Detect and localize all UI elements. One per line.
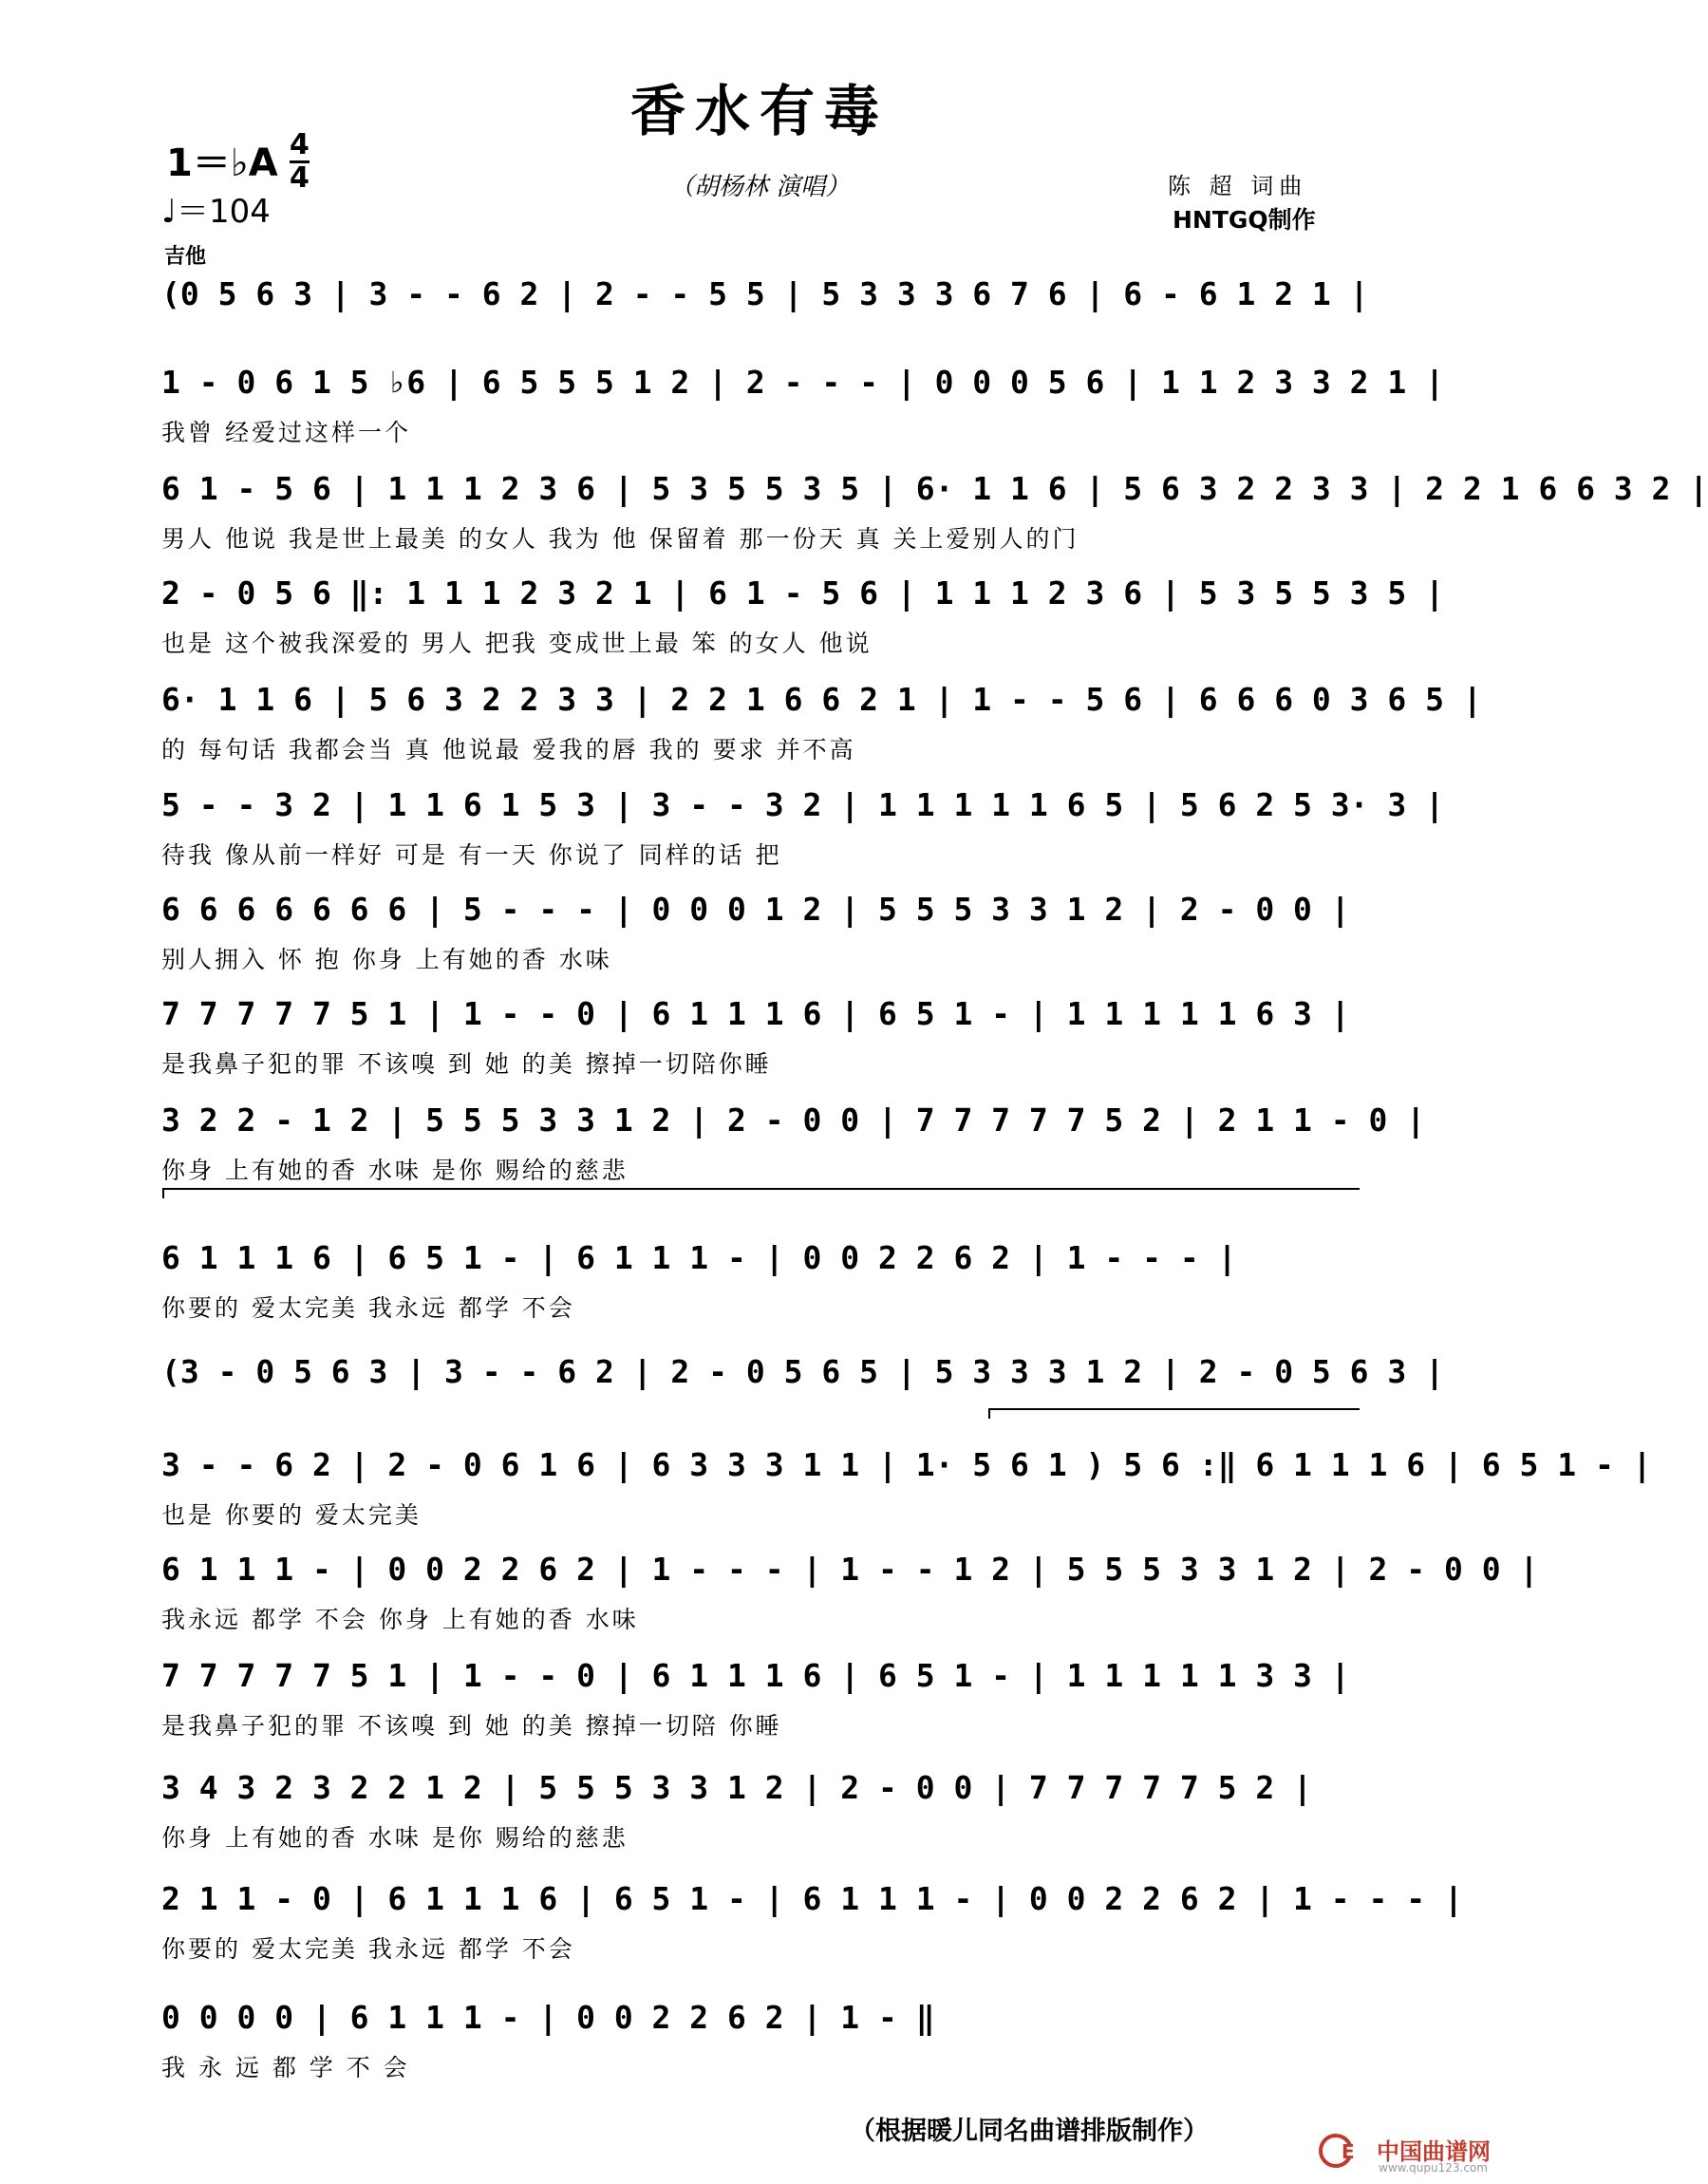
lyric-row: 男人 他说 我是世上最美 的女人 我为 他 保留着 那一份天 真 关上爱别人的门 [161,525,1079,553]
notation-row: 3 2 2 - 1 2 | 5 5 5 3 3 1 2 | 2 - 0 0 | 7 7 7 7 7 5 2 | 2 1 1 - 0 | [161,1101,1426,1139]
notation-row: (0 5 6 3 | 3 - - 6 2 | 2 - - 5 5 | 5 3 3 3 6 7 6 | 6 - 6 1 2 1 | [161,275,1369,312]
score-title: 香水有毒 [629,79,889,143]
notation-row: 7 7 7 7 7 5 1 | 1 - - 0 | 6 1 1 1 6 | 6 5 1 - | 1 1 1 1 1 6 3 | [161,995,1350,1032]
lyric-row: 你身 上有她的香 水味 是你 赐给的慈悲 [161,1824,629,1852]
arranger-credit: HNTGQ制作 [1173,206,1316,234]
notation-row: 7 7 7 7 7 5 1 | 1 - - 0 | 6 1 1 1 6 | 6 5 1 - | 1 1 1 1 1 3 3 | [161,1657,1350,1694]
time-signature-bottom: 4 [290,161,310,195]
lyric-row: 你身 上有她的香 水味 是你 赐给的慈悲 [161,1157,629,1184]
lyric-row [161,326,1362,364]
singer-credit: （胡杨林 演唱） [668,173,851,201]
notation-row: 3 - - 6 2 | 2 - 0 6 1 6 | 6 3 3 3 1 1 | 1· 5 6 1 ) 5 6 :‖ 6 1 1 1 6 | 6 5 1 - | [161,1446,1652,1483]
notation-row: (3 - 0 5 6 3 | 3 - - 6 2 | 2 - 0 5 6 5 | 5 3 3 3 1 2 | 2 - 0 5 6 3 | [161,1353,1445,1390]
lyric-row: 待我 像从前一样好 可是 有一天 你说了 同样的话 把 [161,841,782,869]
lyric-row: 的 每句话 我都会当 真 他说最 爱我的唇 我的 要求 并不高 [161,736,856,763]
tempo-marking: ♩＝104 [161,193,271,231]
lyric-row: 我 永 远 都 学 不 会 [161,2054,410,2081]
lyric-row: 也是 这个被我深爱的 男人 把我 变成世上最 笨 的女人 他说 [161,630,873,657]
lyric-row: 别人拥入 怀 抱 你身 上有她的香 水味 [161,946,612,973]
notation-row: 5 - - 3 2 | 1 1 6 1 5 3 | 3 - - 3 2 | 1 1 1 1 1 6 5 | 5 6 2 5 3· 3 | [161,786,1445,823]
volta-bracket-2 [987,1407,1362,1419]
lyric-row: 我永远 都学 不会 你身 上有她的香 水味 [161,1606,639,1633]
composer-credit: 陈 超 词曲 [1168,173,1308,199]
watermark-text: 中国曲谱网 [1377,2138,1491,2165]
lyric-row: 是我鼻子犯的罪 不该嗅 到 她 的美 擦掉一切陪 你睡 [161,1712,782,1740]
lyric-row: 也是 你要的 爱太完美 [161,1501,422,1529]
notation-row: 3 4 3 2 3 2 2 1 2 | 5 5 5 3 3 1 2 | 2 - 0 0 | 7 7 7 7 7 5 2 | [161,1769,1312,1806]
instrument-label: 吉他 [164,245,207,269]
notation-row: 1 - 0 6 1 5 ♭6 | 6 5 5 5 1 2 | 2 - - - | 0 0 0 5 6 | 1 1 2 3 3 2 1 | [161,364,1445,401]
notation-row: 0 0 0 0 | 6 1 1 1 - | 0 0 2 2 6 2 | 1 - ‖ [161,1999,935,2036]
lyric-row: 是我鼻子犯的罪 不该嗅 到 她 的美 擦掉一切陪你睡 [161,1050,772,1078]
lyric-row: 你要的 爱太完美 我永远 都学 不会 [161,1935,575,1963]
svg-text:E: E [1342,2140,1355,2163]
notation-row: 6 6 6 6 6 6 6 | 5 - - - | 0 0 0 1 2 | 5 5 5 3 3 1 2 | 2 - 0 0 | [161,891,1350,928]
key-signature: 1＝♭A [166,141,278,185]
watermark-logo-icon [1315,2132,1372,2170]
notation-row: 6· 1 1 6 | 5 6 3 2 2 3 3 | 2 2 1 6 6 2 1 | 1 - - 5 6 | 6 6 6 0 3 6 5 | [161,681,1482,718]
notation-row: 2 - 0 5 6 ‖: 1 1 1 2 3 2 1 | 6 1 - 5 6 | 1 1 1 2 3 6 | 5 3 5 5 3 5 | [161,574,1445,612]
time-signature-top: 4 [290,128,310,161]
lyric-row: 你要的 爱太完美 我永远 都学 不会 [161,1294,575,1322]
watermark-url: www.qupu123.com [1379,2161,1488,2175]
volta-bracket-1 [161,1187,1362,1198]
lyric-row: 我曾 经爱过这样一个 [161,419,411,446]
footer-note: （根据暖儿同名曲谱排版制作） [850,2117,1209,2146]
notation-row: 2 1 1 - 0 | 6 1 1 1 6 | 6 5 1 - | 6 1 1 1 - | 0 0 2 2 6 2 | 1 - - - | [161,1880,1463,1917]
notation-row: 6 1 1 1 - | 0 0 2 2 6 2 | 1 - - - | 1 - - 1 2 | 5 5 5 3 3 1 2 | 2 - 0 0 | [161,1551,1539,1588]
notation-row: 6 1 1 1 6 | 6 5 1 - | 6 1 1 1 - | 0 0 2 2 6 2 | 1 - - - | [161,1239,1237,1276]
notation-row: 6 1 - 5 6 | 1 1 1 2 3 6 | 5 3 5 5 3 5 | 6· 1 1 6 | 5 6 3 2 2 3 3 | 2 2 1 6 6 3 2 | [161,470,1708,507]
